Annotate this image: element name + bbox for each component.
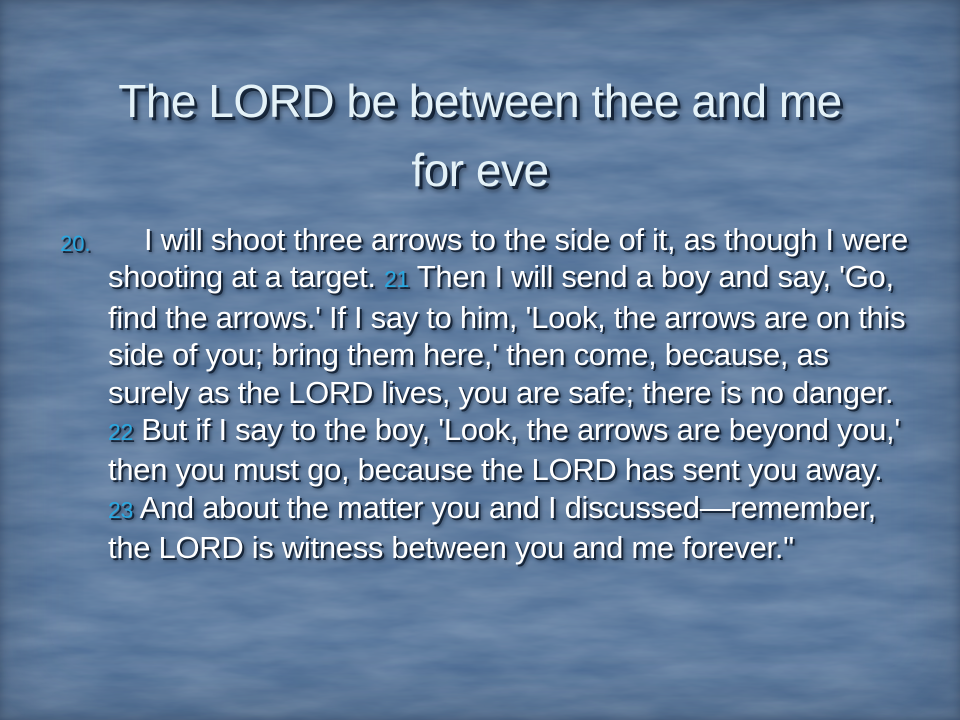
inline-verse-number: 22 xyxy=(108,419,133,446)
slide-title-line-2: for eve xyxy=(411,143,549,196)
inline-verse-number: 23 xyxy=(108,496,133,523)
verse-text-run: I will shoot three arrows to the side of it, as though I were shooting at a target. xyxy=(108,222,908,295)
inline-verse-number: 21 xyxy=(384,266,410,293)
verse-number-marker: 20. xyxy=(60,231,91,256)
verse-text xyxy=(108,221,912,567)
verse-paragraph-block xyxy=(58,221,912,567)
verse-text-run: But if I say to the boy, 'Look, the arrows are beyond you,' then you must go, because the LORD has sent you away. xyxy=(108,412,900,488)
verse-text-run: Then I will send a boy and say, 'Go, find the arrows.' If I say to him, 'Look, the arrows are on this side of you; bring them here,' then come, because, as surely as the LORD lives, you are safe; there is no danger. xyxy=(108,259,906,410)
slide-title xyxy=(30,67,930,205)
slide-title-line-1: The LORD be between thee and me xyxy=(118,74,842,127)
verse-text-run: And about the matter you and I discussed—remember, the LORD is witness between you and me forever." xyxy=(108,489,876,566)
